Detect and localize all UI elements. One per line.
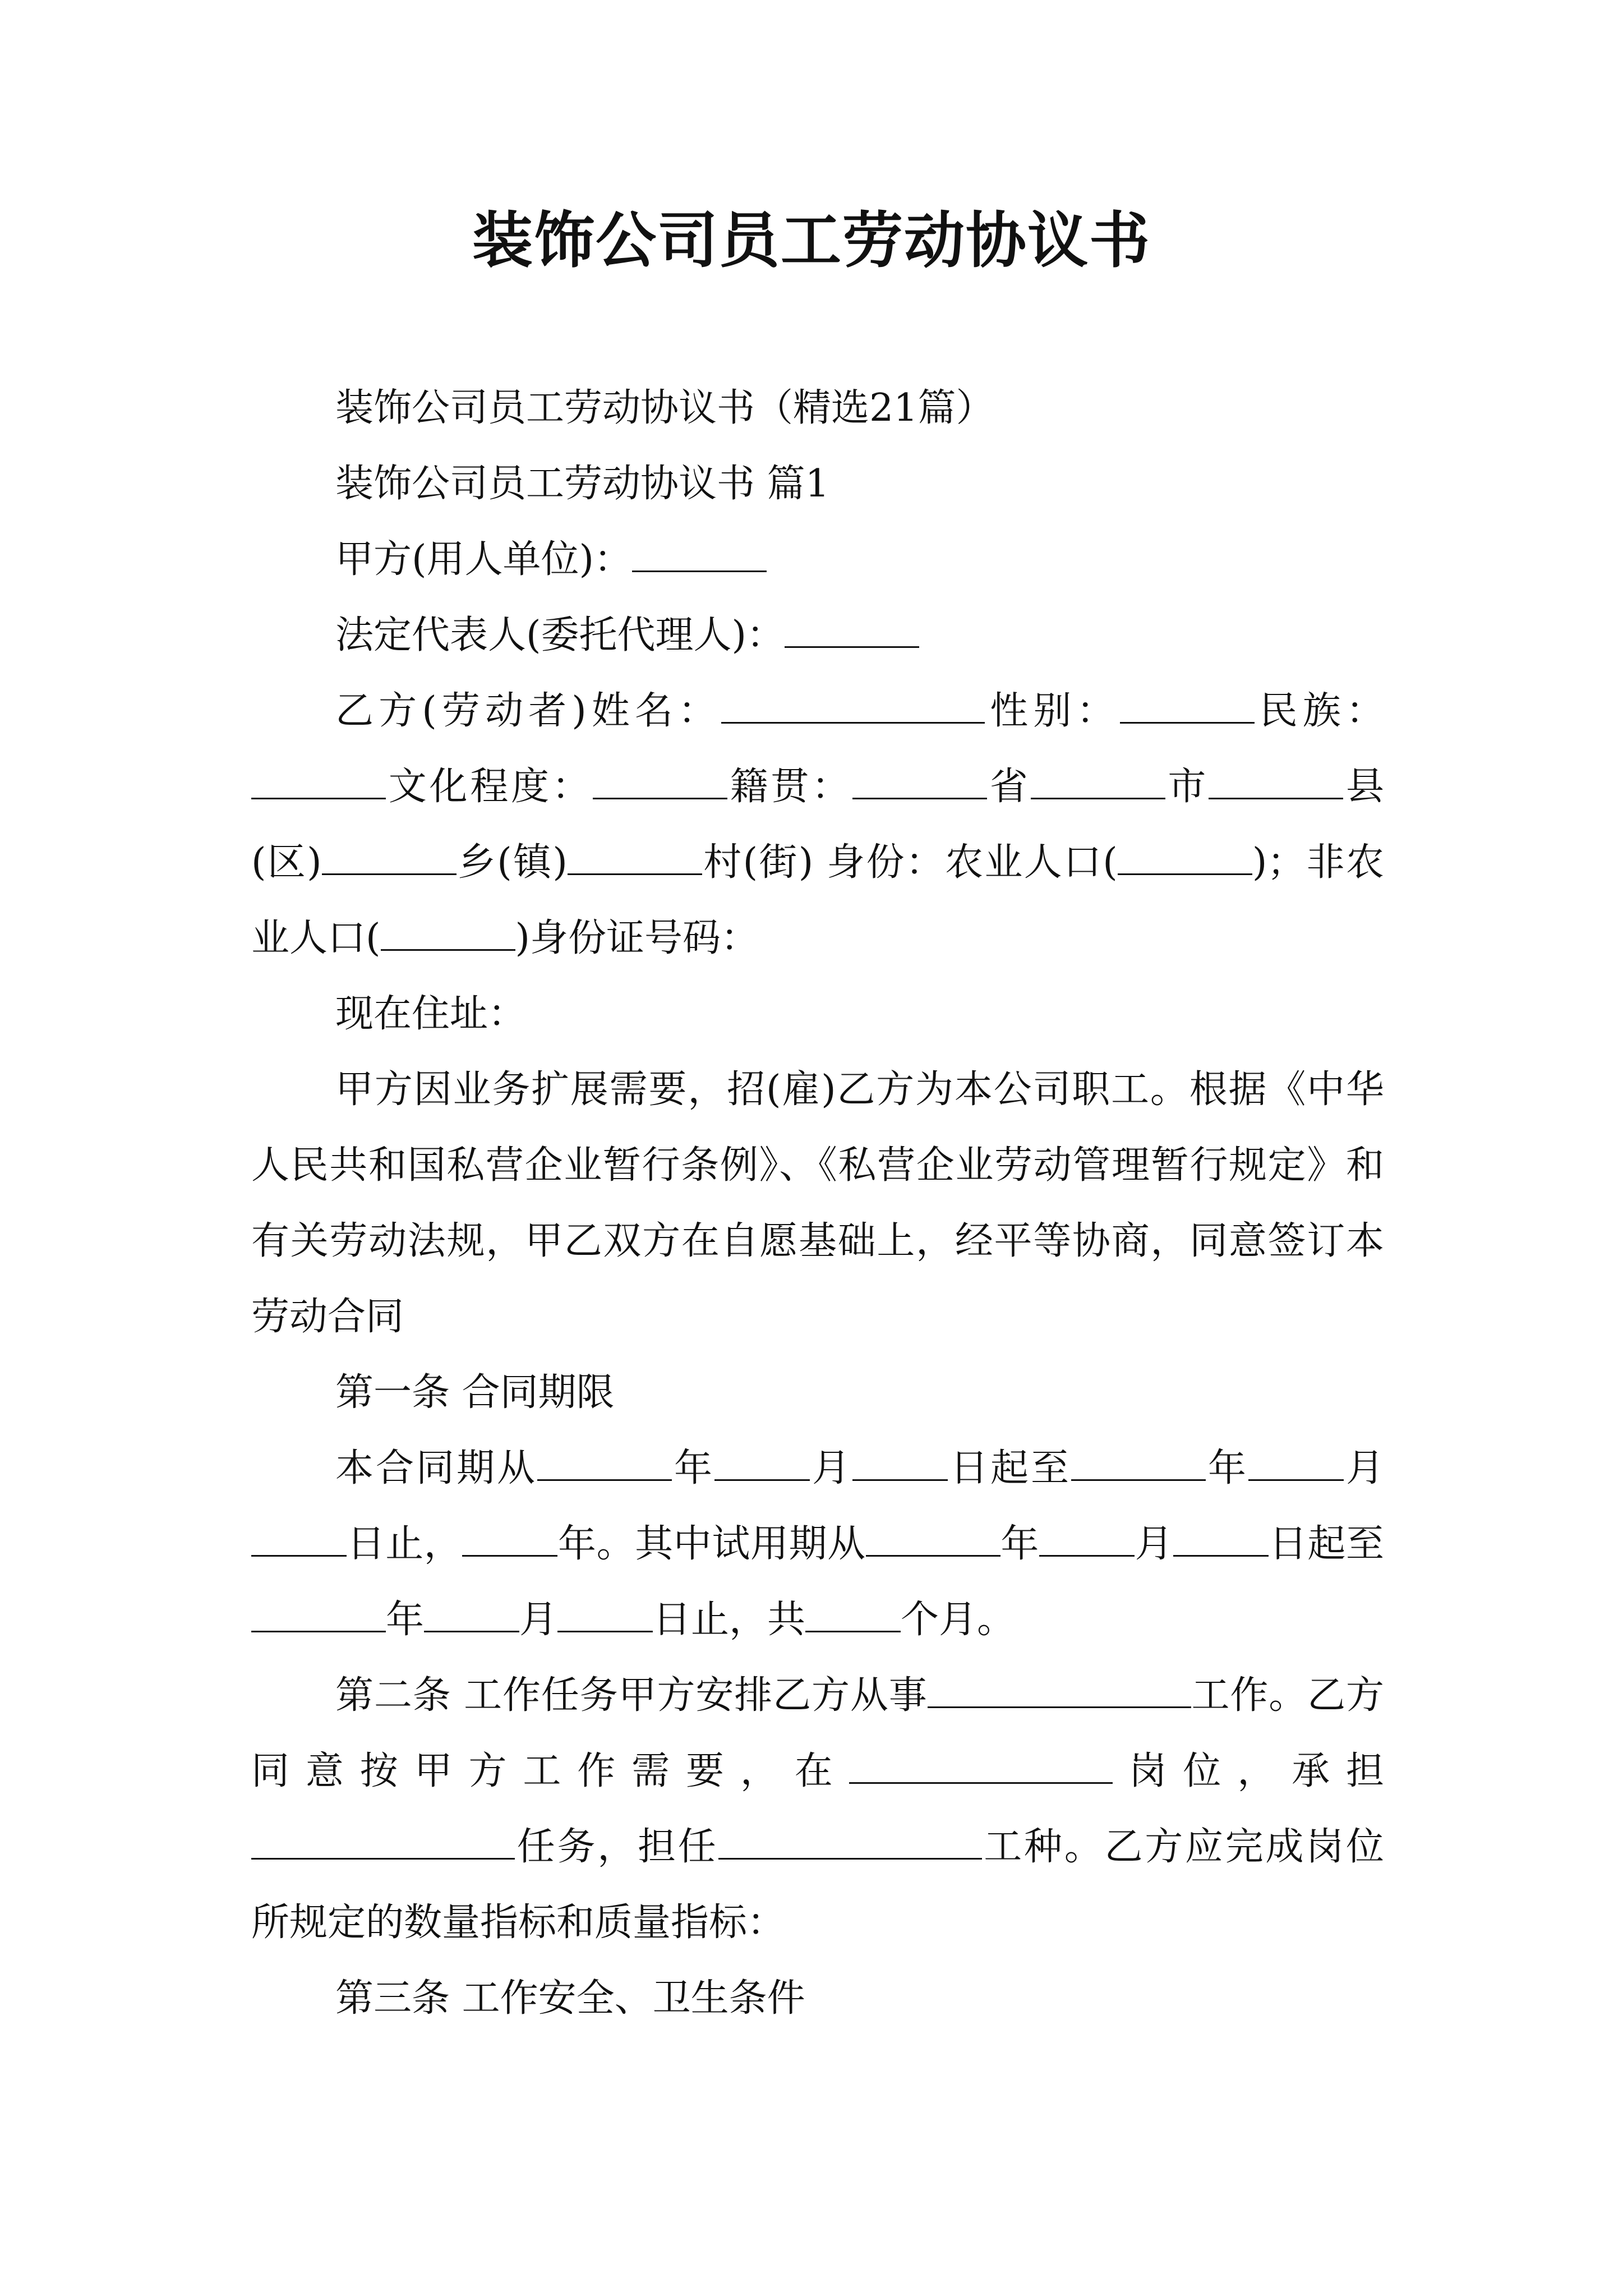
party-b-name-label: 乙方(劳动者)姓名：: [335, 689, 722, 733]
non-agri-label: 非农业人口(: [251, 840, 1384, 960]
address-line: 现在住址：: [335, 992, 527, 1036]
party-a-line: [251, 522, 1384, 597]
end-day-blank: [251, 1522, 347, 1557]
id-number-label: )身份证号码：: [515, 916, 759, 960]
party-a-label: 甲方(用人单位)：: [335, 537, 633, 582]
trial-end-day-blank: [557, 1598, 653, 1632]
subtitle: 装饰公司员工劳动协议书（精选21篇）: [335, 386, 994, 430]
document-body: [251, 370, 1384, 2036]
month-label: 月: [1134, 1522, 1174, 1566]
article-2-paragraph: [251, 1658, 1384, 1961]
identity-sep: )；: [1252, 840, 1306, 885]
legal-rep-line: [251, 597, 1384, 673]
education-label: 文化程度：: [386, 765, 593, 809]
trade-blank: [718, 1825, 982, 1860]
party-b-paragraph: [251, 673, 1384, 976]
year-label: 年: [386, 1598, 425, 1642]
article-2-text-1: 第二条 工作任务甲方安排乙方从事: [335, 1673, 928, 1718]
document-title: 装饰公司员工劳动协议书: [472, 206, 1151, 276]
month-label: 月: [809, 1446, 852, 1490]
post-blank: [849, 1750, 1113, 1784]
end-month-blank: [1248, 1447, 1344, 1481]
county-label: 县: [1343, 765, 1384, 809]
day-from-label: 日起至: [947, 1446, 1071, 1490]
day-from-label: 日起至: [1269, 1522, 1384, 1566]
section-heading: 装饰公司员工劳动协议书 篇1: [335, 462, 829, 506]
article-2-text-4: 任务，担任: [515, 1825, 718, 1869]
day-end-label: 日止，: [347, 1522, 463, 1566]
city-blank: [1031, 765, 1165, 799]
trial-end-month-blank: [424, 1598, 519, 1632]
article-1-text: 本合同期从: [335, 1446, 537, 1490]
year-label: 年: [1000, 1522, 1039, 1566]
article-2-text-3: 岗位，承担: [1112, 1749, 1384, 1793]
trial-start-month-blank: [1039, 1522, 1135, 1557]
name-blank: [721, 689, 985, 724]
province-label: 省: [986, 765, 1031, 809]
article-2-text-2: 工作。乙方同意按甲方工作需要，在: [251, 1673, 1384, 1793]
article-1-paragraph: [251, 1430, 1384, 1658]
party-a-blank: [632, 538, 767, 572]
trial-start-year-blank: [866, 1522, 1000, 1557]
non-agri-blank: [381, 917, 515, 951]
ethnicity-blank: [251, 765, 386, 799]
start-year-blank: [537, 1447, 672, 1481]
county-blank: [1209, 765, 1343, 799]
township-label: 乡(镇): [456, 840, 568, 885]
day-end-total-label: 日止，共: [653, 1598, 806, 1642]
article-1-heading: 第一条 合同期限: [335, 1370, 615, 1415]
months-end-label: 个月。: [901, 1598, 1016, 1642]
trial-start-day-blank: [1173, 1522, 1269, 1557]
year-label: 年: [1205, 1446, 1248, 1490]
village-label: 村(街): [702, 840, 814, 885]
township-blank: [322, 841, 457, 875]
gender-label: 性别：: [985, 689, 1120, 733]
city-label: 市: [1165, 765, 1209, 809]
job-blank: [928, 1674, 1191, 1708]
trial-months-blank: [805, 1598, 901, 1632]
term-years-blank: [462, 1522, 557, 1557]
province-blank: [852, 765, 987, 799]
article-3-heading: 第三条 工作安全、卫生条件: [335, 1976, 805, 2021]
start-month-blank: [714, 1447, 810, 1481]
year-label: 年: [671, 1446, 714, 1490]
month-label: 月: [1343, 1446, 1384, 1490]
end-year-blank: [1071, 1447, 1206, 1481]
trial-end-year-blank: [251, 1598, 386, 1632]
district-label: (区): [251, 840, 322, 885]
education-blank: [593, 765, 727, 799]
native-place-label: 籍贯：: [727, 765, 852, 809]
preamble: 甲方因业务扩展需要，招(雇)乙方为本公司职工。根据《中华人民共和国私营企业暂行条例》、《私营企业劳动管理暂行规定》和有关劳动法规，甲乙双方在自愿基础上，经平等协商，同意签订本劳动合同: [251, 1068, 1384, 1339]
ethnicity-label: 民族：: [1254, 689, 1384, 733]
village-blank: [568, 841, 702, 875]
article-2-text-5: 工种。乙方应完成岗位所规定的数量指标和质量指标：: [251, 1825, 1384, 1945]
legal-rep-label: 法定代表人(委托代理人)：: [335, 613, 785, 657]
month-label: 月: [519, 1598, 558, 1642]
trial-label: 年。其中试用期从: [557, 1522, 866, 1566]
identity-label: 身份：农业人口(: [827, 840, 1118, 885]
task-blank: [251, 1825, 515, 1860]
start-day-blank: [852, 1447, 948, 1481]
legal-rep-blank: [785, 614, 919, 648]
agri-blank: [1118, 841, 1252, 875]
gender-blank: [1120, 689, 1255, 724]
